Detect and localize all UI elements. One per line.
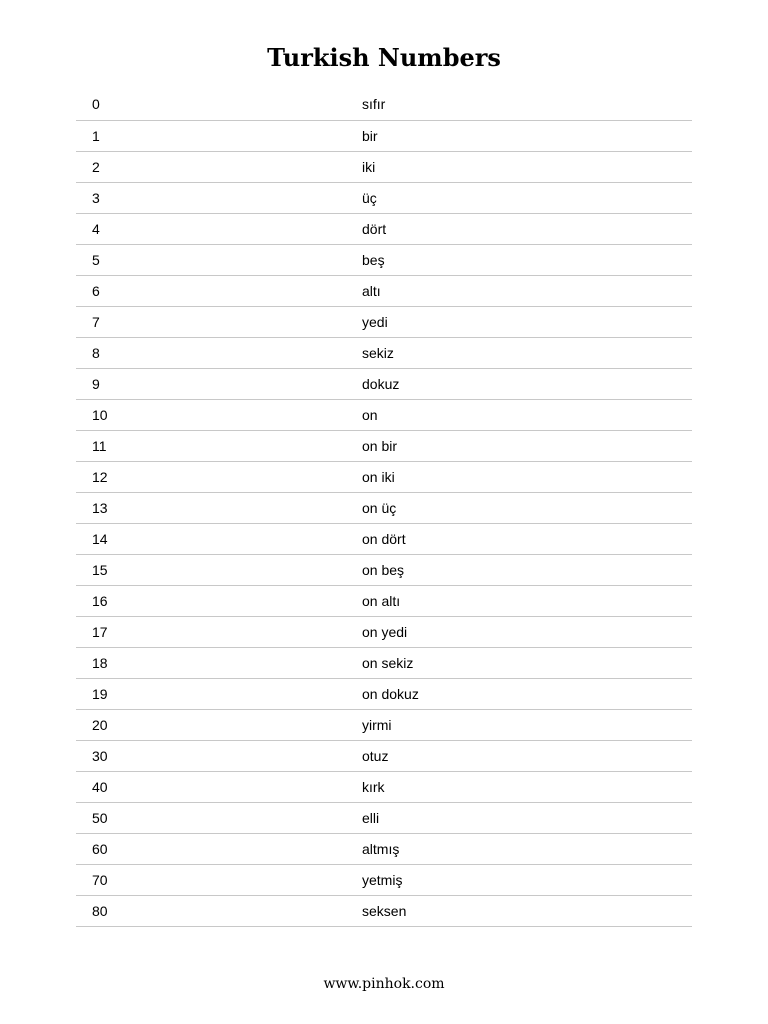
number-cell: 12 xyxy=(76,461,362,492)
table-row xyxy=(76,337,692,368)
table-row xyxy=(76,89,692,120)
turkish-word-cell: yedi xyxy=(362,306,692,337)
turkish-word-cell: sıfır xyxy=(362,89,692,120)
turkish-word-cell: on dört xyxy=(362,523,692,554)
turkish-word-cell: dört xyxy=(362,213,692,244)
number-cell: 50 xyxy=(76,802,362,833)
table-row xyxy=(76,647,692,678)
table-row xyxy=(76,368,692,399)
turkish-word-cell: on xyxy=(362,399,692,430)
turkish-word-cell: otuz xyxy=(362,740,692,771)
number-cell: 4 xyxy=(76,213,362,244)
table-row xyxy=(76,120,692,151)
numbers-table-body xyxy=(76,89,692,926)
number-cell: 40 xyxy=(76,771,362,802)
turkish-word-cell: on dokuz xyxy=(362,678,692,709)
table-row xyxy=(76,213,692,244)
number-cell: 18 xyxy=(76,647,362,678)
number-cell: 5 xyxy=(76,244,362,275)
table-row xyxy=(76,554,692,585)
number-cell: 60 xyxy=(76,833,362,864)
number-cell: 17 xyxy=(76,616,362,647)
turkish-word-cell: elli xyxy=(362,802,692,833)
turkish-word-cell: yetmiş xyxy=(362,864,692,895)
number-cell: 70 xyxy=(76,864,362,895)
table-row xyxy=(76,616,692,647)
numbers-table xyxy=(76,89,692,927)
table-row xyxy=(76,802,692,833)
turkish-word-cell: dokuz xyxy=(362,368,692,399)
number-cell: 0 xyxy=(76,89,362,120)
turkish-word-cell: on sekiz xyxy=(362,647,692,678)
table-row xyxy=(76,244,692,275)
table-row xyxy=(76,461,692,492)
number-cell: 30 xyxy=(76,740,362,771)
table-row xyxy=(76,895,692,926)
table-row xyxy=(76,864,692,895)
table-row xyxy=(76,182,692,213)
number-cell: 11 xyxy=(76,430,362,461)
table-row xyxy=(76,523,692,554)
number-cell: 80 xyxy=(76,895,362,926)
number-cell: 6 xyxy=(76,275,362,306)
table-row xyxy=(76,585,692,616)
number-cell: 20 xyxy=(76,709,362,740)
turkish-word-cell: on bir xyxy=(362,430,692,461)
number-cell: 14 xyxy=(76,523,362,554)
number-cell: 7 xyxy=(76,306,362,337)
table-row xyxy=(76,492,692,523)
turkish-word-cell: üç xyxy=(362,182,692,213)
table-row xyxy=(76,306,692,337)
number-cell: 15 xyxy=(76,554,362,585)
number-cell: 13 xyxy=(76,492,362,523)
turkish-word-cell: beş xyxy=(362,244,692,275)
turkish-word-cell: on beş xyxy=(362,554,692,585)
number-cell: 8 xyxy=(76,337,362,368)
page-title: Turkish Numbers xyxy=(267,43,501,72)
turkish-word-cell: yirmi xyxy=(362,709,692,740)
number-cell: 3 xyxy=(76,182,362,213)
table-row xyxy=(76,430,692,461)
turkish-word-cell: kırk xyxy=(362,771,692,802)
turkish-word-cell: bir xyxy=(362,120,692,151)
table-row xyxy=(76,833,692,864)
footer-website: www.pinhok.com xyxy=(323,976,445,992)
turkish-word-cell: sekiz xyxy=(362,337,692,368)
table-row xyxy=(76,771,692,802)
turkish-word-cell: iki xyxy=(362,151,692,182)
table-row xyxy=(76,740,692,771)
number-cell: 19 xyxy=(76,678,362,709)
turkish-word-cell: on altı xyxy=(362,585,692,616)
table-row xyxy=(76,709,692,740)
table-row xyxy=(76,275,692,306)
number-cell: 16 xyxy=(76,585,362,616)
turkish-word-cell: on iki xyxy=(362,461,692,492)
turkish-word-cell: altı xyxy=(362,275,692,306)
number-cell: 9 xyxy=(76,368,362,399)
turkish-word-cell: on üç xyxy=(362,492,692,523)
table-row xyxy=(76,399,692,430)
number-cell: 2 xyxy=(76,151,362,182)
number-cell: 10 xyxy=(76,399,362,430)
number-cell: 1 xyxy=(76,120,362,151)
table-row xyxy=(76,151,692,182)
turkish-word-cell: altmış xyxy=(362,833,692,864)
table-row xyxy=(76,678,692,709)
turkish-word-cell: seksen xyxy=(362,895,692,926)
turkish-word-cell: on yedi xyxy=(362,616,692,647)
